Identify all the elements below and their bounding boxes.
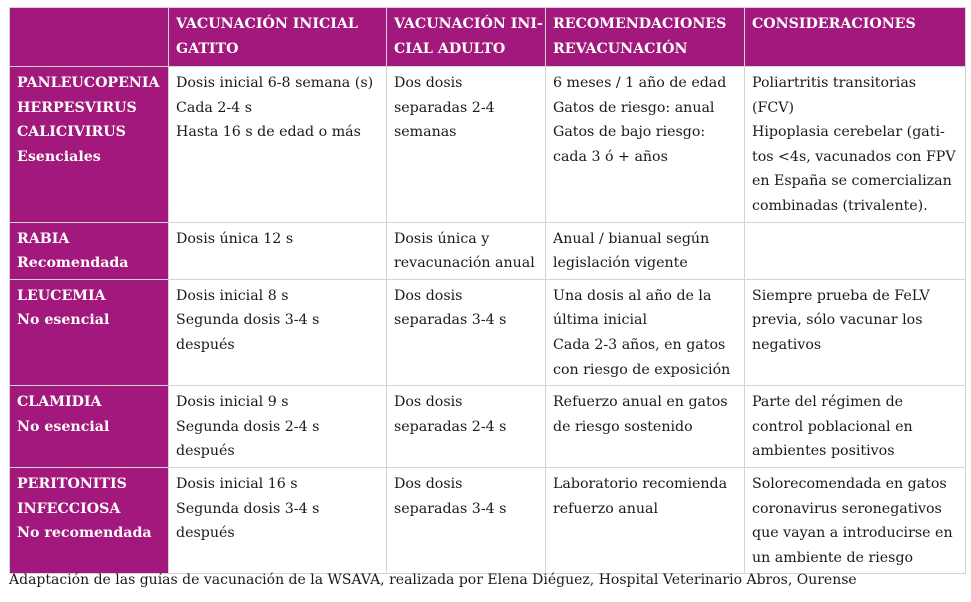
cell-text-line: Dosis inicial 8 s xyxy=(176,287,289,304)
table-caption: Adaptación de las guías de vacunación de la WSAVA, realizada por Elena Diéguez, Hospital Veterinario Abros, Ourense xyxy=(9,572,857,588)
cell-text-line: Segunda dosis 3-4 s xyxy=(176,500,320,517)
adult-vaccination-cell xyxy=(387,279,546,385)
cell-text-line: separadas 2-4 xyxy=(394,99,495,116)
cell-text-line: Dosis inicial 9 s xyxy=(176,394,289,411)
table-row xyxy=(10,467,966,573)
cell-text-line: control poblacional en xyxy=(752,418,913,435)
cell-text-line: Siempre prueba de FeLV xyxy=(752,287,930,304)
cell-text-line: combinadas (trivalente). xyxy=(752,197,928,214)
adult-vaccination-cell xyxy=(387,67,546,223)
kitten-vaccination-cell xyxy=(169,279,387,385)
table-body xyxy=(10,67,966,574)
header-text: VACUNACIÓN INICIAL xyxy=(176,16,358,32)
cell-text-line: Laboratorio recomienda xyxy=(553,475,728,492)
considerations-cell xyxy=(745,467,966,573)
cell-text-line: semanas xyxy=(394,124,457,141)
cell-text-line: Dosis única y xyxy=(394,230,490,247)
cell-text-line: LEUCEMIA xyxy=(17,287,106,304)
revaccination-cell xyxy=(546,67,745,223)
cell-text-line: Dos dosis xyxy=(394,287,463,304)
considerations-cell xyxy=(745,67,966,223)
considerations-cell xyxy=(745,222,966,279)
cell-text-line: Hasta 16 s de edad o más xyxy=(176,124,361,141)
row-header-cell xyxy=(10,386,169,468)
cell-text-line: RABIA xyxy=(17,230,70,247)
cell-text-line: Segunda dosis 3-4 s xyxy=(176,312,320,329)
cell-text-line: última inicial xyxy=(553,312,648,329)
table-row xyxy=(10,222,966,279)
cell-text-line: negativos xyxy=(752,336,822,353)
cell-text-line: revacunación anual xyxy=(394,255,535,272)
adult-vaccination-cell xyxy=(387,386,546,468)
cell-text-line: separadas 2-4 s xyxy=(394,418,507,435)
cell-text-line: Cada 2-4 s xyxy=(176,99,253,116)
header-text: RECOMENDACIONES xyxy=(553,16,727,32)
cell-text-line: Dos dosis xyxy=(394,75,463,91)
cell-text-line: Dosis inicial 6-8 semana (s) xyxy=(176,75,374,91)
cell-text-line: Parte del régimen de xyxy=(752,394,904,411)
cell-text-line: 6 meses / 1 año de edad xyxy=(553,75,727,91)
considerations-cell xyxy=(745,386,966,468)
cell-text-line: PERITONITIS xyxy=(17,475,127,492)
cell-text-line: Dosis inicial 16 s xyxy=(176,475,298,492)
cell-text-line: Dos dosis xyxy=(394,475,463,492)
cell-text-line: en España se comercializan xyxy=(752,173,952,190)
kitten-vaccination-cell xyxy=(169,386,387,468)
kitten-vaccination-cell xyxy=(169,67,387,223)
cell-text-line: Segunda dosis 2-4 s xyxy=(176,418,320,435)
cell-text-line: después xyxy=(176,336,235,353)
adult-vaccination-cell xyxy=(387,222,546,279)
cell-text-line: Una dosis al año de la xyxy=(553,287,712,304)
cell-text-line: que vayan a introducirse en xyxy=(752,525,953,542)
cell-text-line: Cada 2-3 años, en gatos xyxy=(553,336,726,353)
header-kitten-vaccination xyxy=(169,8,387,67)
table-row xyxy=(10,386,966,468)
cell-text-line: CLAMIDIA xyxy=(17,394,102,411)
cell-text-line: cada 3 ó + años xyxy=(553,148,668,165)
cell-text-line: INFECCIOSA xyxy=(17,500,121,517)
header-text: GATITO xyxy=(176,40,239,57)
cell-text-line: Hipoplasia cerebelar (gati- xyxy=(752,124,945,141)
vaccination-table xyxy=(9,7,966,574)
cell-text-line: Gatos de riesgo: anual xyxy=(553,99,715,116)
cell-text-line: CALICIVIRUS xyxy=(17,124,126,141)
revaccination-cell xyxy=(546,467,745,573)
cell-text-line: refuerzo anual xyxy=(553,500,658,517)
cell-text-line: Recomendada xyxy=(17,255,129,272)
cell-text-line: ambientes positivos xyxy=(752,443,895,460)
header-revaccination xyxy=(546,8,745,67)
header-text: REVACUNACIÓN xyxy=(553,40,688,57)
cell-text-line: separadas 3-4 s xyxy=(394,312,507,329)
header-adult-vaccination xyxy=(387,8,546,67)
revaccination-cell xyxy=(546,386,745,468)
cell-text-line: HERPESVIRUS xyxy=(17,99,137,116)
header-text: CIAL ADULTO xyxy=(394,40,506,57)
cell-text-line: después xyxy=(176,525,235,542)
row-header-cell xyxy=(10,279,169,385)
table-row xyxy=(10,279,966,385)
cell-text-line: Poliartritis transitorias xyxy=(752,75,917,91)
row-header-cell xyxy=(10,222,169,279)
revaccination-cell xyxy=(546,222,745,279)
adult-vaccination-cell xyxy=(387,467,546,573)
table-row xyxy=(10,67,966,223)
cell-text-line: previa, sólo vacunar los xyxy=(752,312,923,329)
cell-text-line: coronavirus seronegativos xyxy=(752,500,942,517)
cell-text-line: (FCV) xyxy=(752,99,795,116)
cell-text-line: Anual / bianual según xyxy=(553,230,710,247)
cell-text-line: Solorecomendada en gatos xyxy=(752,475,947,492)
header-text: CONSIDERACIONES xyxy=(752,16,916,32)
cell-text-line: un ambiente de riesgo xyxy=(752,549,914,566)
header-corner-cell xyxy=(10,8,169,67)
header-considerations xyxy=(745,8,966,67)
cell-text-line: No esencial xyxy=(17,418,110,435)
cell-text-line: separadas 3-4 s xyxy=(394,500,507,517)
cell-text-line: No esencial xyxy=(17,312,110,329)
row-header-cell xyxy=(10,467,169,573)
cell-text-line: tos <4s, vacunados con FPV xyxy=(752,148,956,165)
revaccination-cell xyxy=(546,279,745,385)
cell-text-line: Refuerzo anual en gatos xyxy=(553,394,728,411)
row-header-cell xyxy=(10,67,169,223)
cell-text-line: con riesgo de exposición xyxy=(553,361,731,378)
cell-text-line: de riesgo sostenido xyxy=(553,418,693,435)
cell-text-line: No recomendada xyxy=(17,525,152,542)
cell-text-line: después xyxy=(176,443,235,460)
cell-text-line: Dosis única 12 s xyxy=(176,230,294,247)
table-header-row xyxy=(10,8,966,67)
considerations-cell xyxy=(745,279,966,385)
kitten-vaccination-cell xyxy=(169,222,387,279)
cell-text-line: legislación vigente xyxy=(553,255,688,272)
header-text: VACUNACIÓN INI- xyxy=(394,16,543,32)
cell-text-line: Dos dosis xyxy=(394,394,463,411)
cell-text-line: Gatos de bajo riesgo: xyxy=(553,124,706,141)
cell-text-line: PANLEUCOPENIA xyxy=(17,75,160,91)
kitten-vaccination-cell xyxy=(169,467,387,573)
cell-text-line: Esenciales xyxy=(17,148,101,165)
